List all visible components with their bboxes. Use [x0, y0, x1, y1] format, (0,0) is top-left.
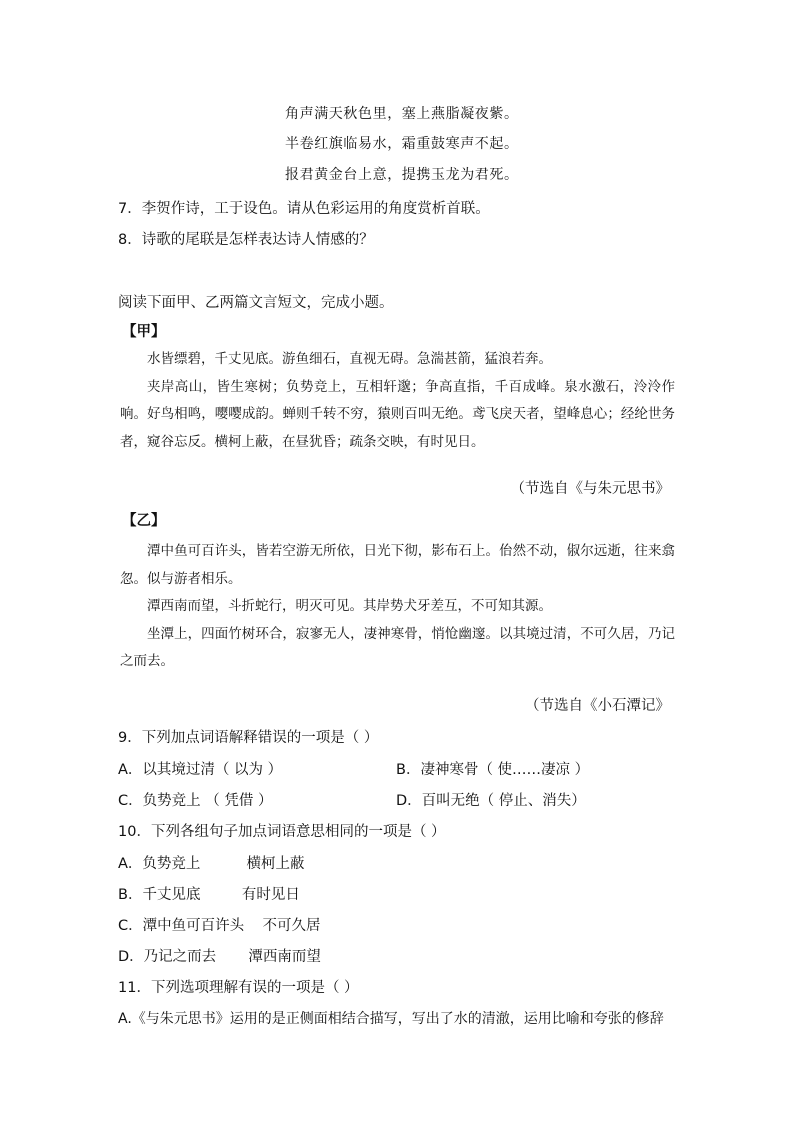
passage-yi-paragraph-3: 坐潭上，四面竹树环合，寂寥无人，凄神寒骨，悄怆幽邃。以其境过清，不可久居，乃记之而去。 [120, 625, 675, 669]
question-11-stem: 11．下列选项理解有误的一项是（ ） [118, 980, 359, 996]
poem-line-3: 报君黄金台上意，提携玉龙为君死。 [285, 167, 519, 183]
question-10-option-a: A．负势竞上 横柯上蔽 [118, 856, 305, 872]
question-7: 7．李贺作诗，工于设色。请从色彩运用的角度赏析首联。 [118, 201, 490, 217]
question-9-option-b: B．凄神寒骨（ 使……凄凉 ） [396, 762, 590, 778]
question-9-stem: 9．下列加点词语解释错误的一项是（ ） [118, 730, 379, 746]
poem-line-1: 角声满天秋色里，塞上燕脂凝夜紫。 [285, 106, 519, 122]
question-9-option-c: C．负势竞上 （ 凭借 ） [118, 793, 273, 809]
question-9-option-d: D．百叫无绝（ 停止、消失） [396, 793, 586, 809]
passage-jia-paragraph-2: 夹岸高山，皆生寒树；负势竞上，互相轩邈；争高直指，千百成峰。泉水激石，泠泠作响。好鸟相鸣，嘤嘤成韵。蝉则千转不穷，猿则百叫无绝。鸢飞戾天者，望峰息心；经纶世务者，窥谷忘反。横柯上蔽，在昼犹昏；疏条交映，有时见日。 [120, 378, 675, 450]
passage-yi-paragraph-1: 潭中鱼可百许头，皆若空游无所依，日光下彻，影布石上。佁然不动，俶尔远逝，往来翕忽。似与游者相乐。 [120, 543, 675, 587]
passage-yi [120, 538, 675, 676]
passage-yi-label: 【乙】 [122, 513, 166, 529]
question-9-option-a: A．以其境过清（ 以为 ） [118, 762, 283, 778]
passage-jia-paragraph-1: 水皆缥碧，千丈见底。游鱼细石，直视无碍。急湍甚箭，猛浪若奔。 [147, 351, 552, 367]
passage-yi-paragraph-2: 潭西南而望，斗折蛇行，明灭可见。其岸势犬牙差互，不可知其源。 [147, 598, 552, 614]
question-10-option-c: C．潭中鱼可百许头 不可久居 [118, 918, 321, 934]
question-11-option-a: A.《与朱元思书》运用的是正侧面相结合描写，写出了水的清澈，运用比喻和夸张的修辞 [118, 1011, 664, 1027]
poem-line-2: 半卷红旗临易水，霜重鼓寒声不起。 [285, 136, 519, 152]
question-10-option-d: D．乃记之而去 潭西南而望 [118, 949, 321, 965]
passage-yi-source: （节选自《小石潭记》 [525, 698, 670, 714]
passage-jia-label: 【甲】 [122, 324, 166, 340]
question-10-option-b: B．千丈见底 有时见日 [118, 887, 300, 903]
question-8: 8．诗歌的尾联是怎样表达诗人情感的？ [118, 232, 374, 248]
passage-jia [120, 346, 675, 456]
passage-jia-source: （节选自《与朱元思书》 [510, 481, 670, 497]
question-10-stem: 10．下列各组句子加点词语意思相同的一项是（ ） [118, 824, 446, 840]
reading-intro: 阅读下面甲、乙两篇文言短文，完成小题。 [118, 295, 394, 311]
